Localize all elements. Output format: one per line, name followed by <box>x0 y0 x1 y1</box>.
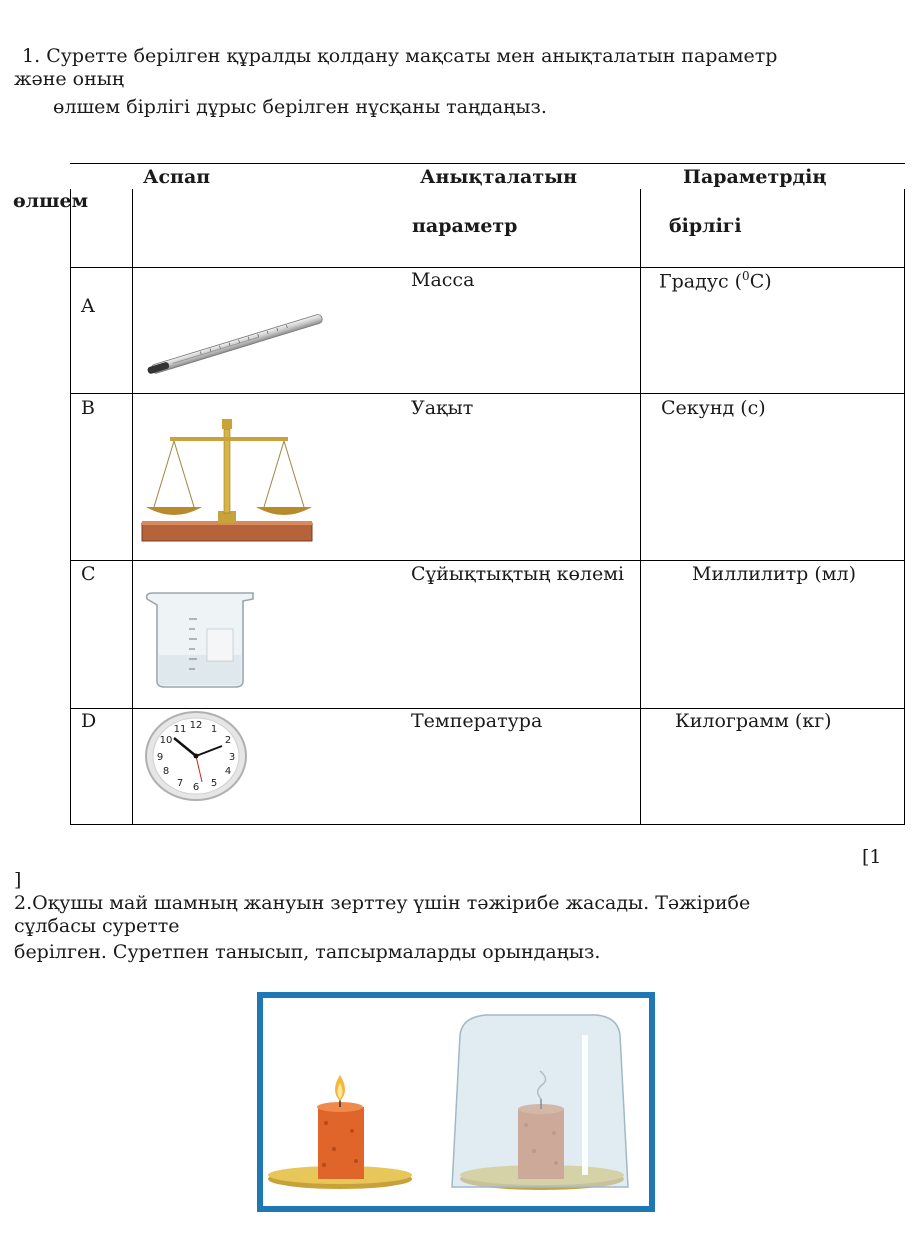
row-a-unit: Градус ($^0$C) <box>659 269 772 293</box>
score-bracket-open: [1 <box>862 846 882 868</box>
header-unit-2: бірлігі <box>669 215 742 237</box>
row-d-letter: D <box>81 710 97 732</box>
question1-line2: және оның <box>14 68 125 90</box>
svg-text:7: 7 <box>176 778 184 789</box>
header-overflow-label: өлшем <box>13 190 89 212</box>
question1-line3: өлшем бірлігі дұрыс берілген нұсқаны таңдаңыз. <box>53 96 547 118</box>
row-c-parameter: Сұйықтықтың көлемі <box>411 563 625 585</box>
balance-scale-icon <box>140 415 316 547</box>
header-unit-1: Параметрдің <box>683 166 827 188</box>
wall-clock-icon <box>144 710 248 802</box>
svg-text:1: 1 <box>210 724 218 735</box>
row-b-unit: Секунд (с) <box>661 397 766 419</box>
row-a-letter: A <box>81 295 95 317</box>
question1-text-1: Суретте берілген құралды қолдану мақсаты мен анықталатын параметр <box>46 45 778 67</box>
question2-line1: 2.Оқушы май шамның жануын зерттеу үшін тәжірибе жасады. Тәжірибе <box>14 892 751 914</box>
row-a-parameter: Масса <box>411 269 475 291</box>
question1-number: 1. <box>22 45 41 67</box>
candle-experiment-figure <box>256 991 656 1213</box>
svg-text:5: 5 <box>210 778 218 789</box>
question1-line1 <box>22 44 777 68</box>
question2-line2: сұлбасы суретте <box>14 915 180 937</box>
svg-text:11: 11 <box>173 724 187 735</box>
score-bracket-close: ] <box>14 869 22 891</box>
svg-text:12: 12 <box>189 720 203 731</box>
row-b-letter: B <box>81 397 95 419</box>
row-c-letter: C <box>81 563 96 585</box>
svg-text:10: 10 <box>159 735 173 746</box>
svg-text:6: 6 <box>192 782 200 793</box>
beaker-icon <box>143 585 259 691</box>
row-d-unit: Килограмм (кг) <box>675 710 832 732</box>
svg-text:4: 4 <box>224 766 232 777</box>
header-parameter-1: Анықталатын <box>420 166 578 188</box>
header-parameter-2: параметр <box>412 215 518 237</box>
svg-text:8: 8 <box>162 766 170 777</box>
question2-line3: берілген. Суретпен танысып, тапсырмаларды орындаңыз. <box>14 941 601 963</box>
row-c-unit: Миллилитр (мл) <box>692 563 857 585</box>
svg-text:2: 2 <box>224 735 232 746</box>
row-b-parameter: Уақыт <box>411 397 474 419</box>
row-d-parameter: Температура <box>411 710 543 732</box>
svg-text:3: 3 <box>228 752 236 763</box>
header-device: Аспап <box>143 166 211 188</box>
thermometer-icon <box>140 310 330 380</box>
svg-text:9: 9 <box>156 752 164 763</box>
glass-jar-icon <box>452 1015 628 1187</box>
